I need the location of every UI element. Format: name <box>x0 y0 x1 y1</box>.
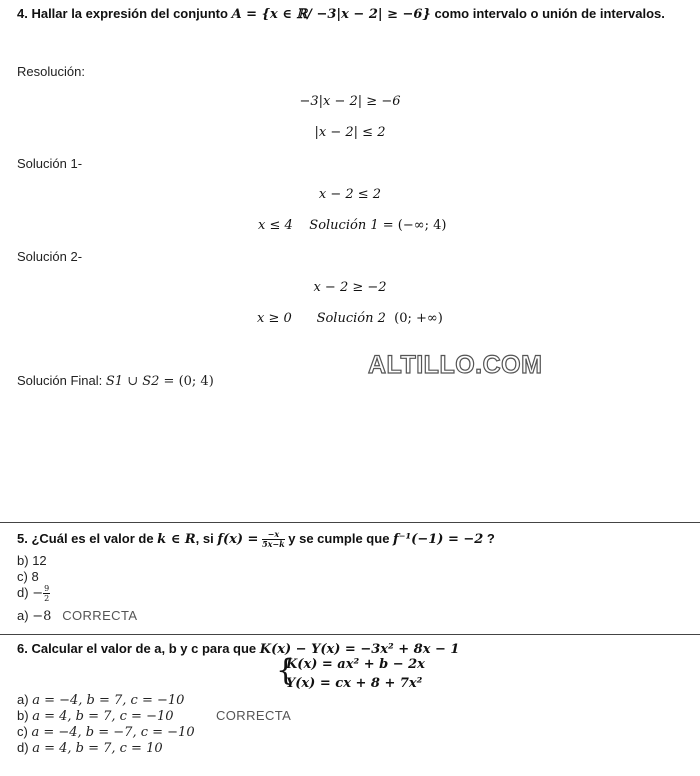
final-solution <box>17 373 214 389</box>
equation-1: −3|x − 2| ≥ −6 <box>299 94 401 109</box>
problem-5-question-mark: ? <box>483 530 495 546</box>
problem-5-k-in-r: k ∈ R <box>157 531 196 547</box>
final-solution-expression: S1 ∪ S2 = <box>105 374 179 389</box>
problem-5-prefix: 5. ¿Cuál es el valor de <box>17 530 158 546</box>
solution-2-interval: (0; +∞) <box>394 311 443 326</box>
problem-5-option-d[interactable] <box>17 584 50 603</box>
problem-4-suffix: como intervalo o unión de intervalos. <box>430 6 665 21</box>
option-letter: d) <box>17 584 29 600</box>
problem-5-option-c[interactable] <box>17 569 39 584</box>
option-value: a = −4, b = 7, c = −10 <box>32 693 185 708</box>
option-value: a = 4, b = 7, c = 10 <box>32 741 163 756</box>
option-value: 12 <box>32 553 47 568</box>
divider-2 <box>0 634 700 635</box>
problem-5-statement <box>17 530 495 549</box>
option-minus-sign: − <box>32 585 44 601</box>
problem-5-option-b[interactable] <box>17 553 47 568</box>
fraction-numerator: −x <box>262 530 285 540</box>
solution-2-inequality: x ≥ 0 <box>257 311 292 326</box>
problem-6-option-a[interactable] <box>17 692 184 708</box>
altillo-watermark: ALTILLO.COM <box>368 351 543 379</box>
option-letter: d) <box>17 740 29 755</box>
solution-1-label: Solución 1- <box>17 156 83 171</box>
option-value: −8 <box>32 609 52 624</box>
problem-6-expression: K(x) − Y(x) = −3x² + 8x − 1 <box>259 642 460 657</box>
option-fraction <box>43 584 50 603</box>
system-brace: { <box>276 653 296 688</box>
equation-4: x − 2 ≥ −2 <box>313 280 387 295</box>
solution-1-name: Solución 1 = <box>309 218 394 233</box>
problem-5-function: f(x) = <box>217 531 259 547</box>
solution-2-label: Solución 2- <box>17 249 83 264</box>
problem-5-condition-text: y se cumple que <box>284 530 394 546</box>
final-solution-label: Solución Final: <box>17 373 106 388</box>
problem-5-option-a[interactable] <box>17 608 137 624</box>
option-value: a = 4, b = 7, c = −10 <box>32 709 174 724</box>
option-letter: a) <box>17 692 29 707</box>
option-letter: b) <box>17 553 29 568</box>
problem-5-mid: , si <box>195 530 218 546</box>
correct-badge: CORRECTA <box>62 608 138 623</box>
correct-badge: CORRECTA <box>216 708 292 723</box>
problem-6-option-c[interactable] <box>17 724 195 740</box>
option-letter: b) <box>17 708 29 723</box>
problem-5-fraction <box>262 530 285 549</box>
final-solution-interval: (0; 4) <box>178 374 214 389</box>
fraction-numerator: 9 <box>44 584 50 593</box>
divider-1 <box>0 522 700 523</box>
problem-6-option-d[interactable] <box>17 740 163 756</box>
system-equation-1: K(x) = ax² + b − 2x <box>286 657 425 672</box>
option-value: a = −4, b = −7, c = −10 <box>31 725 195 740</box>
option-letter: c) <box>17 724 28 739</box>
solution-1-inequality: x ≤ 4 <box>258 218 293 233</box>
solution-1-interval: (−∞; 4) <box>397 218 447 233</box>
problem-4-prefix: 4. Hallar la expresión del conjunto <box>17 6 232 21</box>
solution-1-result <box>258 218 446 233</box>
problem-5-condition: f⁻¹(−1) = −2 <box>393 531 484 547</box>
equation-3: x − 2 ≤ 2 <box>318 187 382 202</box>
option-letter: c) <box>17 569 28 584</box>
fraction-denominator: 2 <box>44 594 50 603</box>
resolution-label: Resolución: <box>17 64 85 79</box>
problem-6-prefix: 6. Calcular el valor de a, b y c para que <box>17 641 260 656</box>
fraction-denominator: 5x−k <box>262 539 285 549</box>
solution-2-name: Solución 2 <box>316 311 386 326</box>
solution-2-result <box>257 311 443 326</box>
option-value: 8 <box>31 569 39 584</box>
equation-2: |x − 2| ≤ 2 <box>314 125 386 140</box>
problem-6-statement <box>17 641 459 657</box>
problem-4-statement <box>17 6 665 22</box>
problem-6-option-b[interactable] <box>17 708 174 724</box>
option-letter: a) <box>17 608 29 623</box>
problem-4-set-expression: A = {x ∈ ℝ/ −3|x − 2| ≥ −6} <box>231 7 431 22</box>
system-equation-2: Y(x) = cx + 8 + 7x² <box>286 676 423 691</box>
